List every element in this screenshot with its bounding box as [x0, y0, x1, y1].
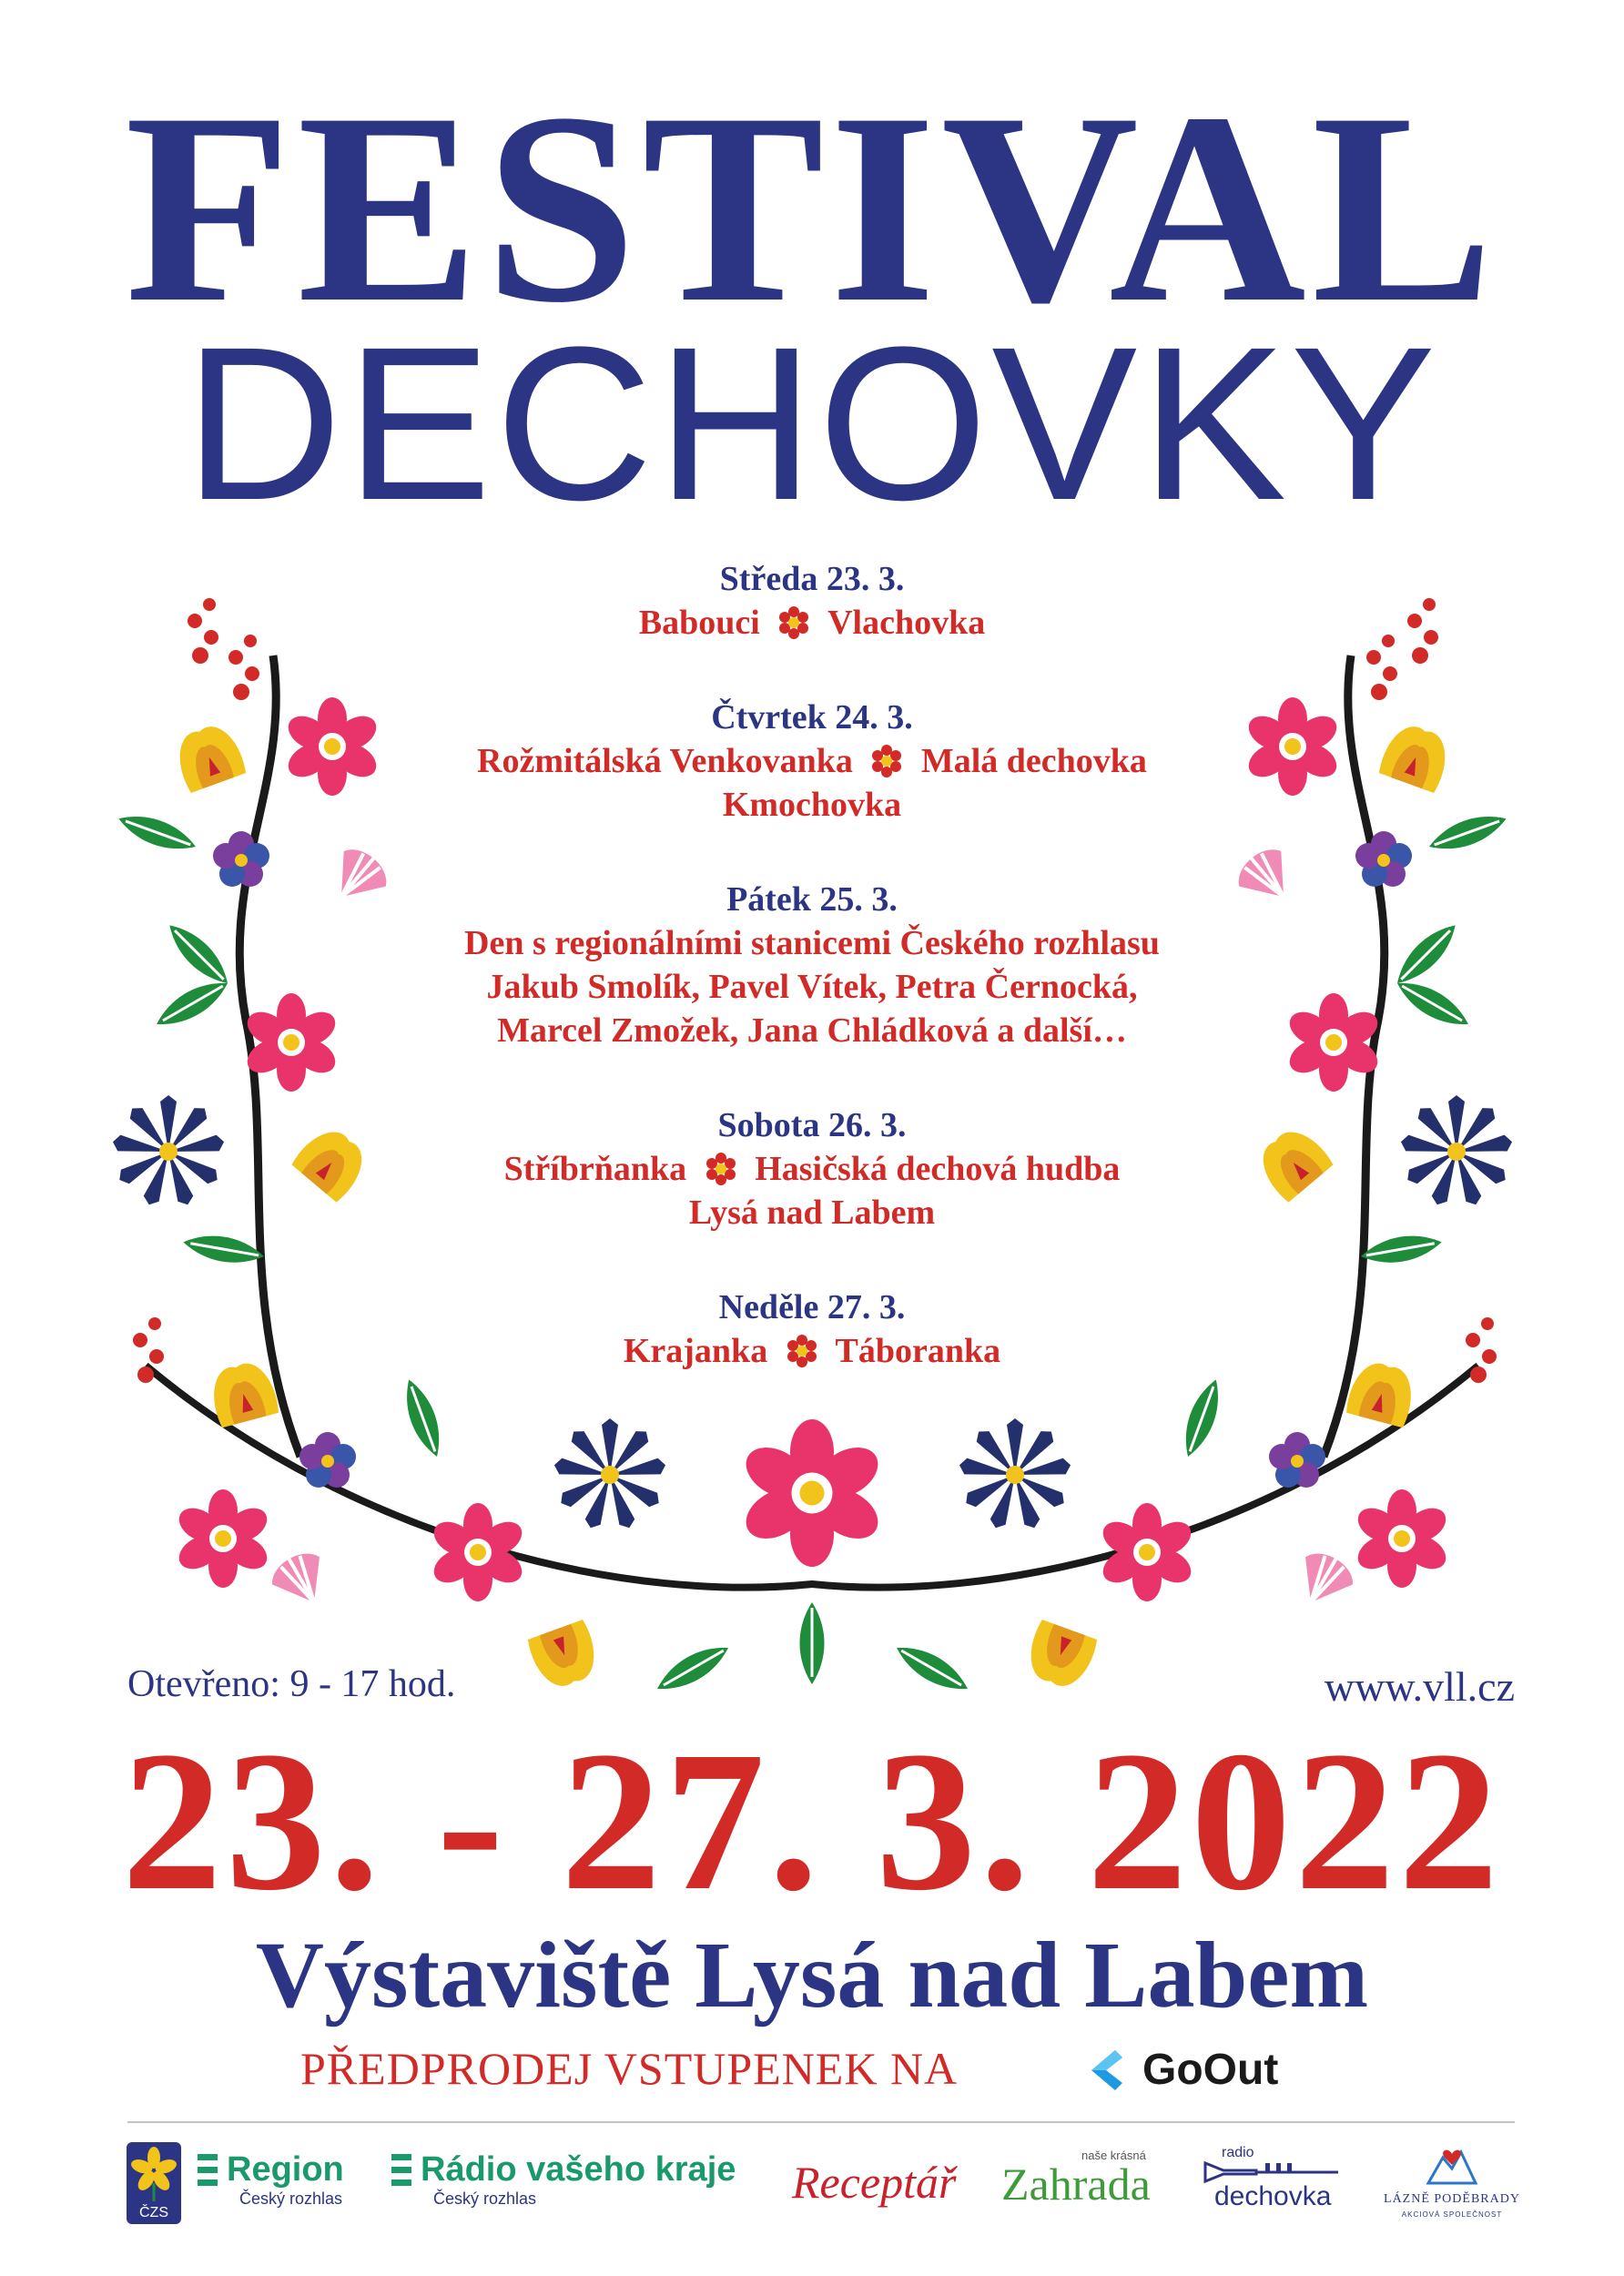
- band-name: Hasičská dechová hudba: [755, 1150, 1121, 1188]
- dechovky-title: DECHOVKY: [184, 301, 1440, 545]
- program-day: [346, 1285, 1278, 1373]
- goout-brand: GoOut: [1142, 2046, 1279, 2094]
- region-logo: [196, 2150, 344, 2209]
- program-schedule: [346, 557, 1278, 1424]
- opening-hours: Otevřeno: 9 - 17 hod.: [127, 1663, 456, 1705]
- band-line: Jakub Smolík, Pavel Vítek, Petra Černocká,: [486, 968, 1138, 1006]
- mountain-heart-icon: [1425, 2141, 1479, 2187]
- band-name: Rožmitálská Venkovanka: [477, 742, 853, 780]
- day-label: Sobota 26. 3.: [717, 1106, 907, 1144]
- band-name: Kmochovka: [722, 786, 902, 824]
- program-day: [346, 696, 1278, 827]
- goout-arrow-icon: [1088, 2048, 1135, 2092]
- region-sub: Český rozhlas: [239, 2190, 343, 2208]
- cro-bars-icon: [196, 2152, 221, 2189]
- presale-text: PŘEDPRODEJ VSTUPENEK NA: [300, 2043, 959, 2094]
- day-label: Pátek 25. 3.: [726, 880, 898, 919]
- venue-name: Výstaviště Lysá nad Labem: [255, 1923, 1369, 2027]
- website-link[interactable]: www.vll.cz: [1324, 1663, 1515, 1710]
- day-label: Čtvrtek 24. 3.: [711, 698, 913, 737]
- band-name: Táboranka: [835, 1332, 1001, 1370]
- festival-title: FESTIVAL: [125, 56, 1499, 359]
- band-name: Vlachovka: [827, 604, 986, 642]
- lazne-podebrady-logo: [1384, 2141, 1520, 2229]
- program-day: [346, 557, 1278, 645]
- footer-divider: [127, 2121, 1515, 2123]
- day-label: Neděle 27. 3.: [718, 1288, 906, 1326]
- radio-kraje-sub: Český rozhlas: [433, 2190, 537, 2208]
- band-line: [346, 1147, 1278, 1191]
- lazne-sub: AKCIOVÁ SPOLEČNOST: [1401, 2210, 1503, 2219]
- program-day: [346, 878, 1278, 1052]
- band-line: [346, 1329, 1278, 1373]
- program-day: [346, 1103, 1278, 1235]
- band-line: Marcel Zmožek, Jana Chládková a další…: [497, 1011, 1127, 1050]
- band-name: Malá dechovka: [920, 742, 1147, 780]
- region-name: Region: [227, 2150, 344, 2189]
- band-line: Den s regionálními stanicemi Českého rozhlasu: [464, 924, 1160, 962]
- day-label: Středa 23. 3.: [719, 560, 905, 598]
- czs-logo: [126, 2141, 182, 2225]
- radio-dechovka-name: dechovka: [1214, 2181, 1332, 2211]
- band-name: Stříbrňanka: [503, 1150, 687, 1188]
- lazne-name: LÁZNĚ PODĚBRADY: [1384, 2192, 1520, 2206]
- flower-separator-icon: [868, 743, 905, 779]
- goout-logo[interactable]: [1088, 2045, 1278, 2095]
- band-line: [346, 739, 1278, 783]
- radio-dechovka-small: radio: [1222, 2145, 1254, 2160]
- radio-kraje-logo: [390, 2150, 736, 2209]
- czs-label: ČZS: [139, 2205, 168, 2220]
- radio-dechovka-logo: [1202, 2145, 1347, 2218]
- zahrada-name: Zahrada: [1001, 2159, 1151, 2210]
- band-line: [346, 601, 1278, 645]
- radio-kraje-name: Rádio vašeho kraje: [421, 2150, 736, 2189]
- band-line: [346, 783, 1278, 827]
- band-name: Krajanka: [623, 1332, 768, 1370]
- cro-bars-icon: [390, 2152, 415, 2189]
- festival-dates: 23. - 27. 3. 2022: [121, 1710, 1503, 1932]
- flower-separator-icon: [784, 1333, 820, 1369]
- receptar-logo: Receptář: [792, 2157, 957, 2208]
- zahrada-small: naše krásná: [1081, 2149, 1146, 2162]
- band-name: Babouci: [638, 604, 760, 642]
- band-line: Lysá nad Labem: [688, 1194, 936, 1232]
- flower-separator-icon: [703, 1151, 739, 1187]
- flower-separator-icon: [776, 605, 812, 641]
